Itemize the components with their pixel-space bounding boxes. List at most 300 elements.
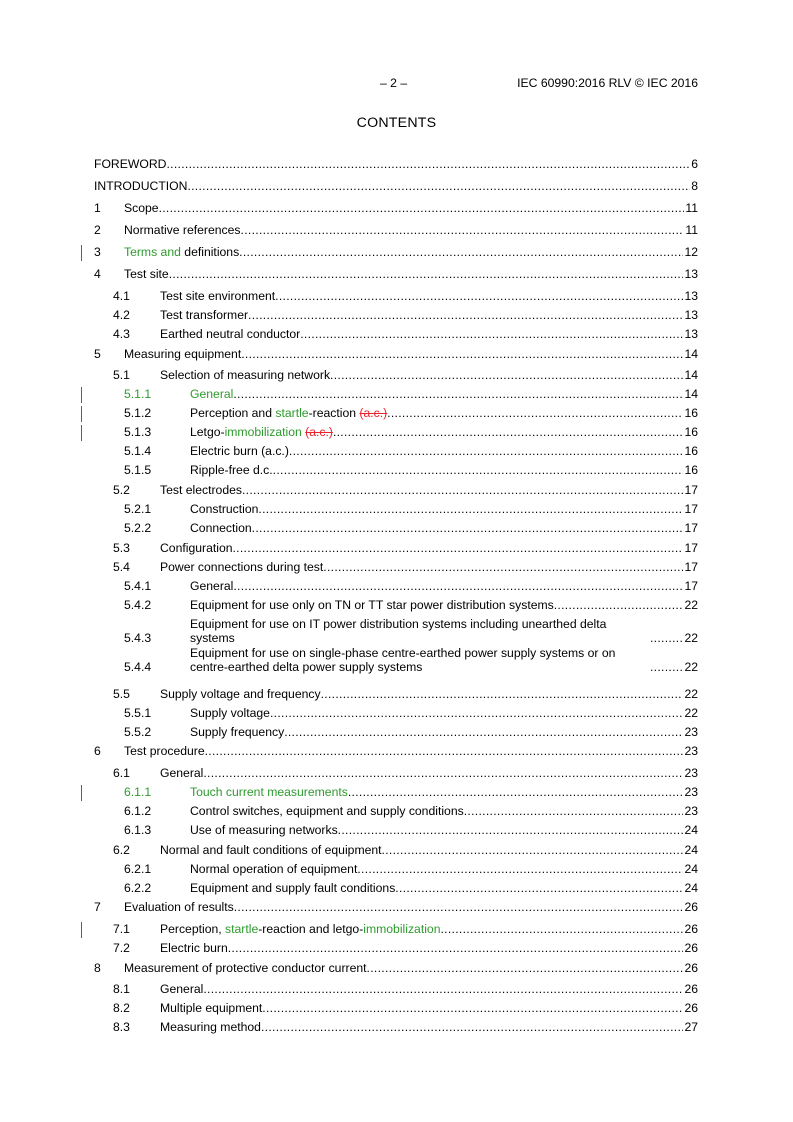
toc-entry-title-box bbox=[160, 982, 683, 996]
toc-entry[interactable] bbox=[94, 706, 698, 720]
toc-entry-page: 11 bbox=[685, 223, 698, 237]
toc-entry-title bbox=[160, 922, 440, 936]
toc-entry[interactable] bbox=[94, 900, 698, 914]
toc-entry-title bbox=[94, 179, 187, 193]
toc-entry-title-box bbox=[124, 245, 683, 259]
title-text: Equipment for use on IT power distribution systems including unearthed delta systems bbox=[190, 617, 607, 645]
toc-entry[interactable] bbox=[94, 502, 698, 516]
toc-entry-title-box bbox=[190, 646, 683, 674]
title-text: Measuring method bbox=[160, 1020, 261, 1034]
toc-entry-page: 17 bbox=[684, 521, 698, 535]
dot-leader bbox=[233, 579, 683, 593]
toc-entry-number: 7 bbox=[94, 900, 101, 914]
toc-entry-page: 17 bbox=[684, 560, 698, 574]
title-text: Measurement of protective conductor current bbox=[124, 961, 367, 975]
dot-leader bbox=[348, 785, 684, 799]
toc-entry-title-box bbox=[160, 483, 683, 497]
toc-entry-number: 6.2 bbox=[113, 843, 130, 857]
toc-entry-title bbox=[190, 862, 357, 876]
toc-entry-title bbox=[160, 1001, 262, 1015]
toc-entry-number: 5.4 bbox=[113, 560, 130, 574]
toc-entry[interactable] bbox=[94, 425, 698, 439]
toc-entry-page: 6 bbox=[691, 157, 698, 171]
toc-entry-title-box bbox=[190, 804, 683, 818]
dot-leader bbox=[205, 744, 684, 758]
toc-entry[interactable] bbox=[94, 483, 698, 497]
title-text: Connection bbox=[190, 521, 252, 535]
page-title: CONTENTS bbox=[356, 115, 437, 131]
toc-entry-page: 14 bbox=[684, 347, 698, 361]
toc-entry-number: 5.1.4 bbox=[124, 444, 152, 458]
toc-entry-title-box bbox=[160, 687, 683, 701]
title-text: Power connections during test bbox=[160, 560, 324, 574]
dot-leader bbox=[289, 444, 684, 458]
toc-entry-page: 26 bbox=[684, 900, 698, 914]
dot-leader bbox=[169, 267, 684, 281]
toc-entry-number: 4.3 bbox=[113, 327, 130, 341]
toc-entry[interactable] bbox=[94, 617, 698, 645]
toc-entry-title-box bbox=[124, 347, 683, 361]
toc-entry[interactable] bbox=[94, 347, 698, 361]
inserted-text: startle bbox=[225, 922, 259, 936]
toc-entry-title-box bbox=[160, 368, 683, 382]
toc-entry-number: 5.1.1 bbox=[124, 387, 152, 401]
dot-leader bbox=[330, 368, 683, 382]
toc-entry-page: 17 bbox=[684, 579, 698, 593]
toc-entry[interactable] bbox=[94, 406, 698, 420]
dot-leader bbox=[395, 881, 683, 895]
toc-entry-page: 27 bbox=[684, 1020, 698, 1034]
toc-entry-page: 22 bbox=[684, 660, 698, 674]
dot-leader bbox=[323, 560, 683, 574]
toc-entry-title-box bbox=[160, 941, 683, 955]
toc-entry[interactable] bbox=[94, 387, 698, 401]
title-text: Multiple equipment bbox=[160, 1001, 263, 1015]
toc-entry-title bbox=[190, 706, 270, 720]
toc-entry-number: 5.2.2 bbox=[124, 521, 152, 535]
toc-entry-title bbox=[160, 483, 242, 497]
toc-entry[interactable] bbox=[94, 862, 698, 876]
title-text: Construction bbox=[190, 502, 259, 516]
toc-entry-number: 5.3 bbox=[113, 541, 130, 555]
toc-entry-number: 6.1 bbox=[113, 766, 130, 780]
toc-entry[interactable] bbox=[94, 646, 698, 674]
dot-leader bbox=[258, 502, 683, 516]
toc-entry-page: 12 bbox=[684, 245, 698, 259]
title-text: Perception, bbox=[160, 922, 226, 936]
toc-entry-number: 8.3 bbox=[113, 1020, 130, 1034]
toc-entry[interactable] bbox=[94, 1020, 698, 1034]
inserted-text: immobilization bbox=[224, 425, 302, 439]
dot-leader bbox=[159, 201, 685, 215]
toc-entry-title-box bbox=[124, 900, 683, 914]
toc-entry[interactable] bbox=[94, 289, 698, 303]
toc-entry-number: 6.1.3 bbox=[124, 823, 152, 837]
toc-entry-title bbox=[94, 157, 166, 171]
toc-entry-title bbox=[160, 541, 233, 555]
toc-entry-number: 5.5.1 bbox=[124, 706, 152, 720]
change-bar bbox=[81, 785, 82, 801]
dot-leader bbox=[241, 223, 685, 237]
toc-entry-title bbox=[190, 598, 554, 612]
title-text: Use of measuring networks bbox=[190, 823, 338, 837]
toc-entry[interactable] bbox=[94, 267, 698, 281]
toc-entry-page: 17 bbox=[684, 541, 698, 555]
toc-entry-title bbox=[124, 245, 239, 259]
toc-entry-title-box bbox=[190, 725, 683, 739]
dot-leader bbox=[203, 766, 683, 780]
toc-entry-page: 26 bbox=[684, 1001, 698, 1015]
toc-entry-page: 26 bbox=[684, 982, 698, 996]
toc-entry-number: 4 bbox=[94, 267, 101, 281]
dot-leader bbox=[284, 725, 683, 739]
toc-entry-page: 26 bbox=[684, 941, 698, 955]
toc-entry-number: 5.1.3 bbox=[124, 425, 152, 439]
toc-entry-title-box bbox=[160, 289, 683, 303]
toc-entry-title-box bbox=[160, 766, 683, 780]
toc-entry-title-box bbox=[190, 823, 683, 837]
toc-entry-title-box bbox=[190, 598, 683, 612]
toc-entry-number: 7.2 bbox=[113, 941, 130, 955]
toc-entry-title-box bbox=[124, 961, 683, 975]
document-reference: IEC 60990:2016 RLV © IEC 2016 bbox=[517, 76, 698, 90]
toc-entry[interactable] bbox=[94, 521, 698, 535]
toc-entry-number: 5.5 bbox=[113, 687, 130, 701]
toc-entry-page: 23 bbox=[684, 785, 698, 799]
toc-entry-title bbox=[160, 560, 323, 574]
dot-leader bbox=[248, 308, 683, 322]
toc-entry-title-box bbox=[160, 1001, 683, 1015]
toc-entry-title bbox=[124, 201, 159, 215]
toc-entry-title-box bbox=[124, 744, 683, 758]
toc-entry-page: 13 bbox=[684, 308, 698, 322]
toc-entry-page: 16 bbox=[684, 406, 698, 420]
title-text: Equipment for use on single-phase centre-earthed power supply systems or on centre-earthed delta power supply systems bbox=[190, 646, 616, 674]
toc-entry[interactable] bbox=[94, 922, 698, 936]
toc-entry-number: 6.2.2 bbox=[124, 881, 152, 895]
deleted-text: (a.c.) bbox=[305, 425, 333, 439]
title-text: Measuring equipment bbox=[124, 347, 242, 361]
title-text: General bbox=[190, 579, 234, 593]
toc-entry-number: 4.2 bbox=[113, 308, 130, 322]
dot-leader bbox=[367, 961, 684, 975]
toc-entry[interactable] bbox=[94, 157, 698, 171]
toc-entry-title-box bbox=[190, 881, 683, 895]
deleted-text: (a.c.) bbox=[359, 406, 388, 420]
toc-entry-page: 24 bbox=[684, 843, 698, 857]
dot-leader bbox=[233, 541, 684, 555]
toc-entry[interactable] bbox=[94, 1001, 698, 1015]
toc-entry-page: 17 bbox=[684, 502, 698, 516]
toc-entry-title-box bbox=[190, 617, 683, 645]
toc-entry-title-box bbox=[124, 267, 683, 281]
change-bar bbox=[81, 406, 82, 422]
toc-entry-title bbox=[190, 785, 348, 799]
toc-entry[interactable] bbox=[94, 444, 698, 458]
dot-leader bbox=[387, 406, 683, 420]
toc-entry-title bbox=[160, 1020, 261, 1034]
toc-entry[interactable] bbox=[94, 941, 698, 955]
toc-entry[interactable] bbox=[94, 804, 698, 818]
title-text: General bbox=[160, 766, 204, 780]
toc-entry[interactable] bbox=[94, 245, 698, 259]
title-text: Control switches, equipment and supply conditions bbox=[190, 804, 464, 818]
toc-entry-number: 5.5.2 bbox=[124, 725, 152, 739]
toc-entry-title-box bbox=[160, 541, 683, 555]
toc-entry-title bbox=[190, 617, 650, 645]
dot-leader bbox=[261, 1020, 683, 1034]
dot-leader bbox=[382, 843, 684, 857]
toc-entry-number: 8 bbox=[94, 961, 101, 975]
toc-entry-title bbox=[190, 502, 258, 516]
toc-entry-title-box bbox=[190, 502, 683, 516]
dot-leader bbox=[262, 1001, 683, 1015]
dot-leader bbox=[650, 631, 683, 645]
toc-entry-page: 11 bbox=[685, 201, 698, 215]
dot-leader bbox=[275, 289, 683, 303]
toc-entry-number: 5.1.5 bbox=[124, 463, 152, 477]
toc-entry[interactable] bbox=[94, 744, 698, 758]
toc-entry-title bbox=[190, 444, 289, 458]
dot-leader bbox=[357, 862, 683, 876]
toc-entry-title bbox=[160, 766, 203, 780]
toc-entry-title bbox=[124, 267, 169, 281]
toc-entry-title bbox=[160, 941, 228, 955]
title-text: Test electrodes bbox=[160, 483, 242, 497]
toc-entry-page: 8 bbox=[691, 179, 698, 193]
toc-entry-title-box bbox=[94, 179, 690, 193]
title-text: Scope bbox=[124, 201, 159, 215]
toc-entry-title bbox=[160, 368, 330, 382]
toc-entry-number: 5.1.2 bbox=[124, 406, 152, 420]
toc-entry-title bbox=[160, 289, 275, 303]
toc-entry[interactable] bbox=[94, 327, 698, 341]
title-text: Electric burn (a.c.) bbox=[190, 444, 289, 458]
toc-entry-number: 5.2 bbox=[113, 483, 130, 497]
change-bar bbox=[81, 922, 82, 938]
toc-entry-title-box bbox=[160, 922, 683, 936]
toc-entry-title-box bbox=[190, 579, 683, 593]
dot-leader bbox=[464, 804, 684, 818]
title-text: INTRODUCTION bbox=[94, 179, 188, 193]
title-text: Earthed neutral conductor bbox=[160, 327, 301, 341]
toc-entry-title bbox=[190, 521, 252, 535]
toc-entry[interactable] bbox=[94, 766, 698, 780]
toc-entry-page: 22 bbox=[684, 631, 698, 645]
toc-entry-title bbox=[190, 406, 387, 420]
toc-entry-page: 22 bbox=[684, 598, 698, 612]
toc-entry-title bbox=[160, 982, 203, 996]
toc-entry-title bbox=[190, 804, 464, 818]
toc-entry-page: 26 bbox=[684, 922, 698, 936]
toc-entry-page: 14 bbox=[684, 368, 698, 382]
toc-entry-page: 24 bbox=[684, 823, 698, 837]
dot-leader bbox=[166, 157, 690, 171]
toc-entry-title bbox=[160, 843, 382, 857]
toc-entry-title bbox=[124, 744, 205, 758]
toc-entry[interactable] bbox=[94, 560, 698, 574]
toc-entry-number: 2 bbox=[94, 223, 101, 237]
toc-entry-title bbox=[124, 900, 234, 914]
title-text: Equipment for use only on TN or TT star power distribution systems bbox=[190, 598, 554, 612]
toc-entry[interactable] bbox=[94, 687, 698, 701]
toc-entry-number: 5.4.3 bbox=[124, 631, 152, 645]
dot-leader bbox=[270, 706, 683, 720]
toc-entry-title bbox=[160, 308, 248, 322]
toc-entry-title bbox=[190, 646, 650, 674]
title-text: Supply voltage bbox=[190, 706, 270, 720]
toc-entry[interactable] bbox=[94, 961, 698, 975]
toc-entry-title bbox=[124, 223, 241, 237]
title-text: Normative references bbox=[124, 223, 241, 237]
toc-entry-title-box bbox=[190, 444, 683, 458]
title-text: Configuration bbox=[160, 541, 233, 555]
inserted-text: immobilization bbox=[363, 922, 441, 936]
toc-entry-page: 16 bbox=[684, 425, 698, 439]
toc-entry-page: 17 bbox=[684, 483, 698, 497]
title-text: Supply voltage and frequency bbox=[160, 687, 321, 701]
dot-leader bbox=[234, 900, 684, 914]
toc-entry-title-box bbox=[160, 843, 683, 857]
toc-entry-number: 5 bbox=[94, 347, 101, 361]
dot-leader bbox=[228, 941, 684, 955]
dot-leader bbox=[333, 425, 684, 439]
toc-entry[interactable] bbox=[94, 308, 698, 322]
toc-entry-title-box bbox=[190, 387, 683, 401]
toc-entry[interactable] bbox=[94, 785, 698, 799]
toc-entry-page: 23 bbox=[684, 744, 698, 758]
title-text: Letgo- bbox=[190, 425, 225, 439]
toc-entry-page: 13 bbox=[684, 289, 698, 303]
change-bar bbox=[81, 387, 82, 403]
toc-entry-number: 6 bbox=[94, 744, 101, 758]
toc-entry-title-box bbox=[124, 201, 684, 215]
toc-entry-number: 5.4.1 bbox=[124, 579, 152, 593]
toc-entry-number: 5.1 bbox=[113, 368, 130, 382]
dot-leader bbox=[239, 245, 683, 259]
toc-entry[interactable] bbox=[94, 463, 698, 477]
toc-entry-title-box bbox=[190, 463, 683, 477]
toc-entry[interactable] bbox=[94, 598, 698, 612]
toc-entry-number: 5.4.2 bbox=[124, 598, 152, 612]
title-text: Selection of measuring network bbox=[160, 368, 331, 382]
toc-entry[interactable] bbox=[94, 541, 698, 555]
title-text: Perception and bbox=[190, 406, 276, 420]
title-text: Normal and fault conditions of equipment bbox=[160, 843, 382, 857]
toc-entry-number: 5.4.4 bbox=[124, 660, 152, 674]
toc-entry-page: 24 bbox=[684, 862, 698, 876]
dot-leader bbox=[203, 982, 683, 996]
title-text: Ripple-free d.c. bbox=[190, 463, 273, 477]
toc-entry-page: 13 bbox=[684, 327, 698, 341]
title-text: Test site environment bbox=[160, 289, 276, 303]
toc-entry[interactable] bbox=[94, 982, 698, 996]
toc-entry-title bbox=[190, 425, 333, 439]
title-text: Test site bbox=[124, 267, 169, 281]
title-text: General bbox=[160, 982, 204, 996]
inserted-text: Terms and bbox=[124, 245, 181, 259]
dot-leader bbox=[650, 660, 683, 674]
toc-entry-title bbox=[190, 725, 284, 739]
toc-entry-title bbox=[124, 961, 367, 975]
toc-entry[interactable] bbox=[94, 881, 698, 895]
dot-leader bbox=[242, 483, 683, 497]
toc-entry-number: 8.1 bbox=[113, 982, 130, 996]
toc-entry-number: 1 bbox=[94, 201, 101, 215]
toc-entry-title bbox=[160, 687, 321, 701]
inserted-text: General bbox=[190, 387, 234, 401]
toc-entry[interactable] bbox=[94, 179, 698, 193]
toc-entry-title-box bbox=[94, 157, 690, 171]
dot-leader bbox=[440, 922, 683, 936]
toc-entry[interactable] bbox=[94, 823, 698, 837]
dot-leader bbox=[338, 823, 684, 837]
toc-entry-title-box bbox=[160, 1020, 683, 1034]
toc-entry[interactable] bbox=[94, 843, 698, 857]
dot-leader bbox=[554, 598, 684, 612]
dot-leader bbox=[233, 387, 683, 401]
title-text: Electric burn bbox=[160, 941, 228, 955]
toc-entry-title-box bbox=[190, 862, 683, 876]
change-bar bbox=[81, 425, 82, 441]
title-text: Test procedure bbox=[124, 744, 205, 758]
page-number: – 2 – bbox=[380, 76, 408, 90]
toc-entry-title-box bbox=[190, 521, 683, 535]
toc-entry-page: 16 bbox=[684, 444, 698, 458]
toc-entry-page: 14 bbox=[684, 387, 698, 401]
toc-entry-page: 22 bbox=[684, 687, 698, 701]
toc-entry-page: 23 bbox=[684, 804, 698, 818]
toc-entry-page: 26 bbox=[684, 961, 698, 975]
title-text: Normal operation of equipment bbox=[190, 862, 358, 876]
toc-entry[interactable] bbox=[94, 579, 698, 593]
toc-entry[interactable] bbox=[94, 725, 698, 739]
toc-entry[interactable] bbox=[94, 368, 698, 382]
toc-entry-number: 6.1.2 bbox=[124, 804, 152, 818]
toc-entry-number: 3 bbox=[94, 245, 101, 259]
title-text: Equipment and supply fault conditions bbox=[190, 881, 396, 895]
toc-entry-number: 4.1 bbox=[113, 289, 130, 303]
toc-entry-page: 23 bbox=[684, 766, 698, 780]
title-text: Supply frequency bbox=[190, 725, 285, 739]
toc-entry-title-box bbox=[160, 560, 683, 574]
toc-entry-title bbox=[190, 579, 233, 593]
inserted-text: startle bbox=[275, 406, 309, 420]
dot-leader bbox=[321, 687, 684, 701]
toc-entry[interactable] bbox=[94, 201, 698, 215]
dot-leader bbox=[252, 521, 684, 535]
change-bar bbox=[81, 245, 82, 261]
toc-entry-title-box bbox=[190, 785, 683, 799]
toc-entry-page: 22 bbox=[684, 706, 698, 720]
title-text: -reaction bbox=[308, 406, 360, 420]
toc-entry-page: 23 bbox=[684, 725, 698, 739]
title-text: Test transformer bbox=[160, 308, 249, 322]
dot-leader bbox=[187, 179, 690, 193]
title-text: Evaluation of results bbox=[124, 900, 234, 914]
toc-entry-number: 5.2.1 bbox=[124, 502, 152, 516]
title-text: -reaction and letgo- bbox=[258, 922, 364, 936]
toc-entry-number: 6.1.1 bbox=[124, 785, 152, 799]
toc-entry[interactable] bbox=[94, 223, 698, 237]
dot-leader bbox=[300, 327, 683, 341]
toc-entry-page: 24 bbox=[684, 881, 698, 895]
toc-entry-title bbox=[190, 463, 273, 477]
toc-entry-title bbox=[124, 347, 241, 361]
title-text: FOREWORD bbox=[94, 157, 167, 171]
toc-entry-title bbox=[190, 387, 233, 401]
dot-leader bbox=[241, 347, 683, 361]
